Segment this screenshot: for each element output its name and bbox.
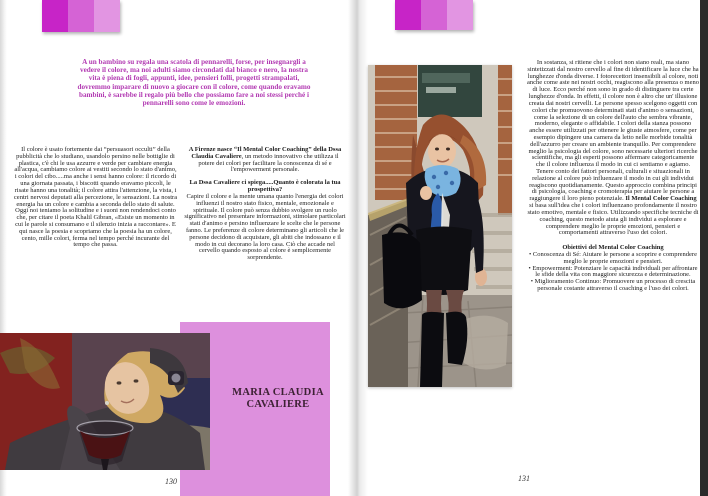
color-swatch-medium-pink	[421, 0, 447, 30]
article-column-right	[527, 60, 699, 293]
color-swatch-bar-right	[395, 0, 473, 30]
photo-woman-wine-glass	[0, 333, 210, 470]
objectives-heading: Obiettivi del Mental Color Coaching	[562, 244, 664, 252]
color-swatch-medium-pink	[68, 0, 94, 32]
mental-color-coaching-bold: Il Mental Color Coaching	[625, 195, 697, 203]
interview-question-heading: La Dssa Cavaliere ci spiega.....Quanto è colorata la tua prospettiva?	[189, 179, 341, 194]
objective-item: • Miglioramento Continuo: Promuovere un processo di crescita personale costante attraverso il coaching e l'uso dei colori.	[530, 278, 696, 292]
right-body-text: In sostanza, si ritiene che i colori non siano reali, ma siano sintetizzati dal nostro cervello al fine di identificare la luce che ha lunghezze d'onda diverse. I fotorecettori insensibili al colore, noti anche come aste nei nostri occhi, reagiscono alla presenza o meno di luce. Ecco perché non sono in grado di distinguere tra certe lunghezze d'onda. In effetti, il colore non è altro che un' illusione creata dai nostri cervelli. Le persone spesso scelgono oggetti con colori che promuovono determinati stati d'animo o sensazioni, come la selezione di un colore dell'auto che sembra vibrante, moderno, elegante o affidabile. I colori della stanza possono anche essere utilizzati per ottenere le giuste atmosfere, come per esempio dipingere una camera da letto nelle morbide tonalità dell'azzurro per creare un ambiente tranquillo. Per comprendere meglio la psicologia del colore, sono necessarie ulteriori ricerche scientifiche, ma gli esperti possono affermare categoricamente che il colore influenza il modo in cui ci sentiamo e agiamo. Tenere conto dei fattori personali, culturali e situazionali in relazione al colore può influenzare il modo in cui gli individui reagiscono quotidianamente. Questo approccio combina principi di psicologia, coaching e cromoterapia per aiutare le persone a raggiungere il loro pieno potenziale.	[527, 59, 699, 203]
color-swatch-light-pink	[447, 0, 473, 30]
right-body-paragraph	[527, 60, 699, 237]
page-fold-shadow	[348, 0, 368, 496]
color-swatch-dark-magenta	[42, 0, 68, 32]
photo-woman-outdoors	[368, 65, 512, 387]
intro-paragraph: A un bambino su regala una scatola di pennarelli, forse, per insegnargli a vedere il colore, ma noi adulti siamo circondati dal bianco e nero, la nostra vita è piena di fogli, appunti, idee, pensieri folli, progetti strampalati, dovremmo imparare di nuovo a giocare con il colore, come quando eravamo bambini, è sarebbe il regalo più bello che possiamo fare a noi stessi perché i pennarelli sono come le emozioni.	[77, 58, 311, 108]
page-number-right: 131	[518, 474, 530, 483]
color-swatch-light-pink	[94, 0, 120, 32]
article-column-2	[184, 147, 346, 262]
objective-item: • Empowerment: Potenziare le capacità individuali per affrontare le sfide della vita con maggiore sicurezza e determinazione.	[528, 264, 698, 279]
right-body-rest: si basa sull'idea che i colori influenzano profondamente il nostro stato emotivo, mentale e fisico. Utilizzando specifiche tecniche di coaching, questo metodo aiuta gli individui a esplorare e comprendere meglio le proprie emozioni, pensieri e comportamenti attraverso l'uso dei colori.	[527, 202, 699, 237]
page-number-left: 130	[165, 477, 177, 486]
article-column-1: Il colore è usato fortemente dai “persuasori occulti” della pubblicità che lo studiano, usandolo persino nelle bottiglie di plastica, c'è chi le usa azzurre e verde per cambiare energia all'acqua, cambiamo colore ai vestiti secondo lo stato d'animo, i colori del cibo.....ma anche i sensi hanno colore: il ricordo di una giornata passata, i biscotti quando eravamo piccoli, le risate hanno una tonalità; il colore attira l'attenzione, la vista, i centri nervosi deputati alla percezione, le sensazioni. La nostra energia ha un colore e cambia a seconda dello stato di salute. Oggi noi teniamo la solitudine e i suoni non rendendoci conto che, per citare il poeta Khalil Gibran, «Esiste un momento in cui le parole si consumano e il silenzio inizia a raccontare». E qui nasce la poesia e scopriamo che la poesia ha un colore, cento, mille colori, ferma nel tempo perché incurante del tempo che passa.	[13, 146, 178, 249]
color-swatch-bar-left	[42, 0, 120, 32]
color-swatch-dark-magenta	[395, 0, 421, 30]
lead-bold-text: A Firenze nasce “Il Mental Color Coaching” della Dssa Claudia Cavaliere	[188, 146, 342, 160]
interview-answer-text: Capire il colore e la mente umana quanto l'energia dei colori influenzi il nostro stato fisico, mentale, emozionale e spirituale. Il colore può senza dubbio svolgere un ruolo significativo nel presentare informazioni, stimolare particolari stati d'animo e persino influenzare le scelte che le persone fanno. Le preferenze di colore determinano gli articoli che le persone decidono di acquistare, gli abiti che indossano e il modo in cui decorano la loro casa. Ciò che accade nel cervello quando esposto al colore è semplicemente sorprendente.	[184, 192, 346, 262]
viewer-right-edge	[700, 0, 708, 496]
objective-item: • Conoscenza di Sé: Aiutare le persone a scoprire e comprendere meglio le proprie emozioni e pensieri.	[529, 250, 697, 265]
author-name-caption: MARIA CLAUDIA CAVALIERE	[232, 387, 324, 411]
lead-rest-text: , un metodo innovativo che utilizza il potere dei colori per facilitare la conoscenza di sé e l'empowerment personale.	[198, 152, 339, 174]
lead-paragraph	[184, 147, 346, 174]
